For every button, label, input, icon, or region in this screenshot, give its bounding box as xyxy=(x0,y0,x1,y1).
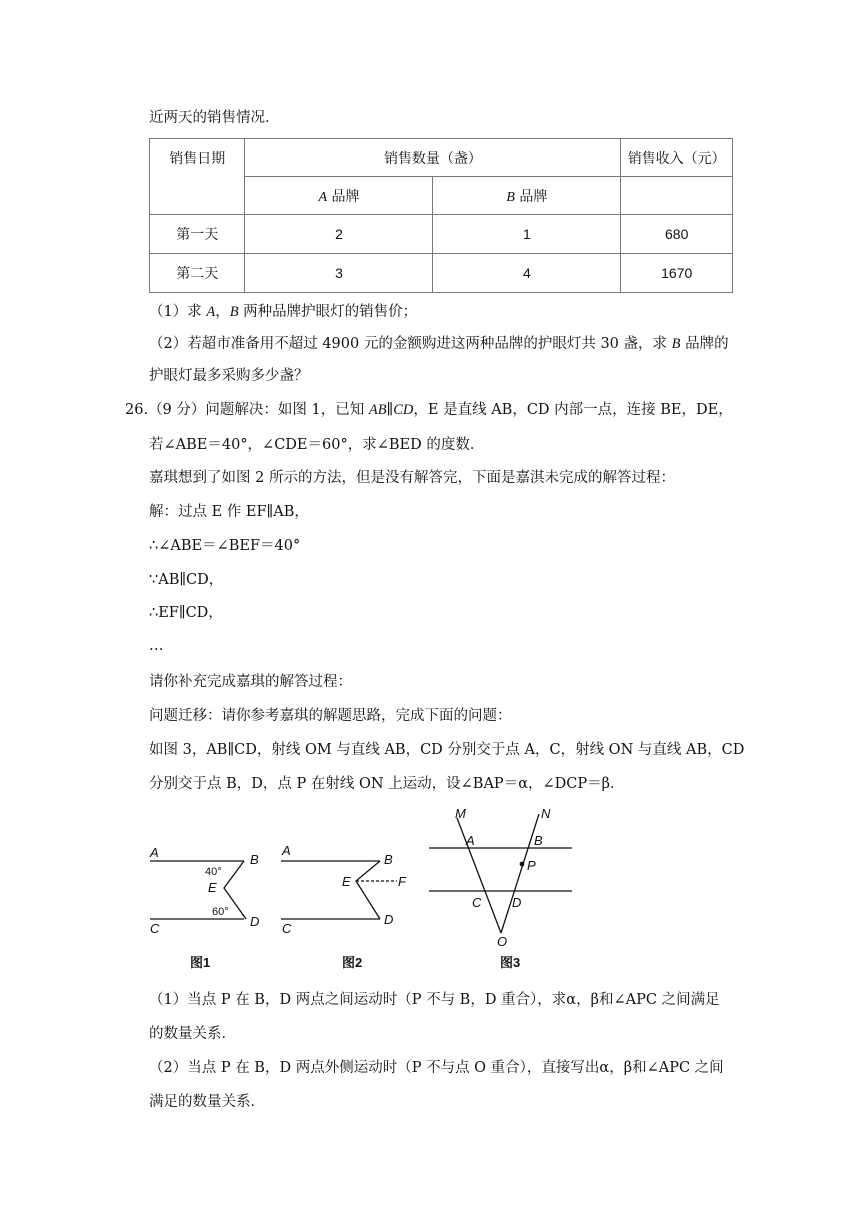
fig3-label-b: B xyxy=(534,833,543,848)
row-qty-b: 4 xyxy=(433,254,621,293)
fig1-label-b: B xyxy=(250,852,259,867)
header-brand-b: B 品牌 xyxy=(433,177,621,215)
q25-part2-line2: 护眼灯最多采购多少盏？ xyxy=(149,368,309,384)
q26-sol2: ∴∠ABE＝∠BEF＝40° xyxy=(149,538,301,554)
q26-sol5: … xyxy=(149,638,164,654)
fig2-label-e: E xyxy=(342,874,351,889)
fig3-label-p: P xyxy=(527,858,536,873)
fig3-ray-on xyxy=(501,814,539,933)
header-quantity: 销售数量（盏） xyxy=(245,139,621,177)
fig3-ray-om xyxy=(457,818,501,933)
row-day: 第一天 xyxy=(150,215,245,254)
q26-transfer: 问题迁移：请你参考嘉琪的解题思路，完成下面的问题： xyxy=(149,708,512,724)
fig1-label-d: D xyxy=(250,914,260,929)
fig3-label-o: O xyxy=(497,934,508,949)
fig1-caption: 图1 xyxy=(190,955,211,970)
fig2-label-c: C xyxy=(282,921,292,936)
header-date: 销售日期 xyxy=(150,139,245,215)
fig3-caption: 图3 xyxy=(500,955,521,970)
sub1-line1: （1）当点 P 在 B，D 两点之间运动时（P 不与 B，D 重合），求α，β和∠APC 之间满足 xyxy=(149,992,720,1008)
fig2-zigzag-bed xyxy=(356,861,380,919)
figure-3 xyxy=(429,814,572,933)
fig2-label-a: A xyxy=(282,843,291,858)
fig3-label-a: A xyxy=(466,833,475,848)
q26-fig3-line2: 分别交于点 B，D，点 P 在射线 ON 上运动，设∠BAP＝α，∠DCP＝β． xyxy=(149,776,625,792)
fig2-label-b: B xyxy=(384,852,393,867)
fig1-angle-40: 40° xyxy=(205,866,222,878)
header-brand-a: A 品牌 xyxy=(245,177,433,215)
row-qty-a: 3 xyxy=(245,254,433,293)
fig3-label-n: N xyxy=(541,806,551,821)
figure-2 xyxy=(281,861,397,919)
fig3-label-d: D xyxy=(512,895,522,910)
fig3-point-p xyxy=(520,862,525,867)
q25-part2-line1: （2）若超市准备用不超过 4900 元的金额购进这两种品牌的护眼灯共 30 盏，求 B 品牌的 xyxy=(149,336,729,352)
table-row xyxy=(150,215,733,254)
q26-angles: 若∠ABE＝40°，∠CDE＝60°，求∠BED 的度数． xyxy=(149,437,485,453)
q26-line1: 26.（9 分）问题解决：如图 1，已知 AB∥CD，E 是直线 AB，CD 内部一点，连接 BE，DE， xyxy=(125,402,733,418)
table-row xyxy=(150,254,733,293)
fig2-label-d: D xyxy=(384,912,394,927)
row-qty-b: 1 xyxy=(433,215,621,254)
header-income-empty xyxy=(621,177,733,215)
sub2-line1: （2）当点 P 在 B，D 两点外侧运动时（P 不与点 O 重合），直接写出α，β和∠APC 之间 xyxy=(149,1060,724,1076)
q26-fig3-line1: 如图 3，AB∥CD，射线 OM 与直线 AB，CD 分别交于点 A，C，射线 ON 与直线 AB，CD xyxy=(149,742,745,758)
sub2-line2: 满足的数量关系． xyxy=(149,1094,265,1110)
row-income: 1670 xyxy=(621,254,733,293)
intro-line: 近两天的销售情况． xyxy=(149,110,280,126)
fig1-label-e: E xyxy=(208,880,217,895)
q26-jiaqi: 嘉琪想到了如图 2 所示的方法，但是没有解答完，下面是嘉淇未完成的解答过程： xyxy=(149,470,675,486)
fig3-label-c: C xyxy=(472,895,482,910)
sales-table xyxy=(149,138,733,293)
q26-complete: 请你补充完成嘉琪的解答过程： xyxy=(149,674,352,690)
sub1-line2: 的数量关系． xyxy=(149,1026,236,1042)
q26-sol4: ∴EF∥CD， xyxy=(149,605,223,621)
header-income: 销售收入（元） xyxy=(621,139,733,177)
fig3-label-m: M xyxy=(455,806,466,821)
row-income: 680 xyxy=(621,215,733,254)
figure-1 xyxy=(150,861,246,919)
figures xyxy=(0,800,860,980)
fig2-label-f: F xyxy=(398,874,406,889)
row-day: 第二天 xyxy=(150,254,245,293)
fig1-angle-60: 60° xyxy=(212,906,229,918)
q26-sol3: ∵AB∥CD， xyxy=(149,572,224,588)
fig1-label-a: A xyxy=(150,845,159,860)
row-qty-a: 2 xyxy=(245,215,433,254)
q26-sol1: 解：过点 E 作 EF∥AB， xyxy=(149,504,309,520)
fig1-label-c: C xyxy=(150,921,160,936)
q25-part1: （1）求 A，B 两种品牌护眼灯的销售价； xyxy=(149,304,418,320)
fig2-caption: 图2 xyxy=(342,955,363,970)
